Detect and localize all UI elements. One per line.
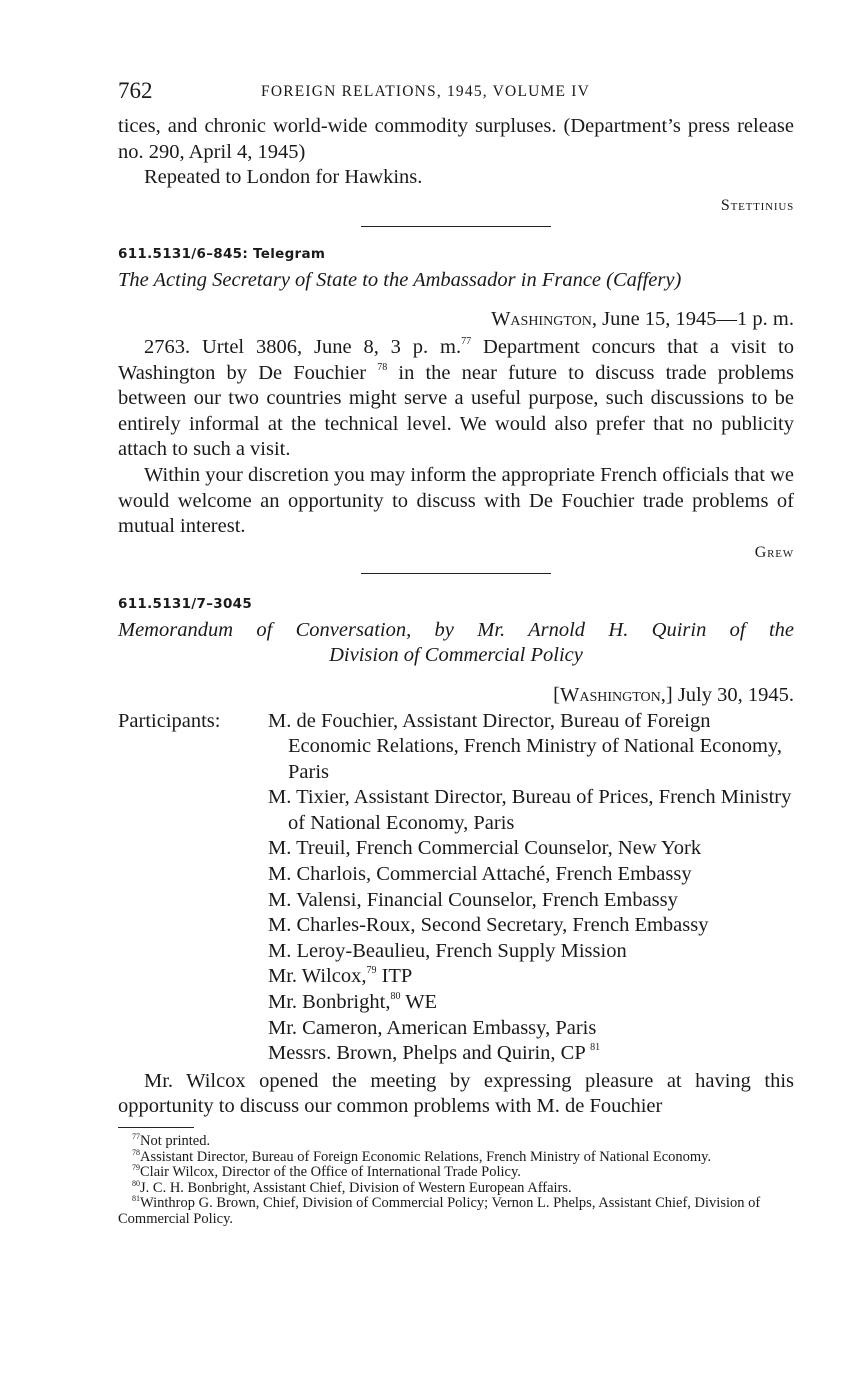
prev-doc-text: tices, and chronic world-wide commodity surpluses. (Department’s press release no. 290, April 4, 1945) bbox=[118, 115, 794, 163]
participants-list bbox=[268, 709, 794, 1067]
footnote-ref-80: 80 bbox=[390, 991, 401, 1003]
participant-entry: Mr. Wilcox,$^{79}$ ITP bbox=[268, 965, 413, 988]
footnote-77: $^{77}$Not printed. bbox=[132, 1132, 211, 1149]
memo-opening-paragraph: Mr. Wilcox opened the meeting by expressing pleasure at having this opportunity to discuss our common problems with M. de Fouchier bbox=[118, 1069, 794, 1118]
footnote-78: $^{78}$Assistant Director, Bureau of Foreign Economic Relations, French Ministry of National Economy. bbox=[132, 1147, 712, 1165]
prev-doc-repeat-note: Repeated to London for Hawkins. bbox=[144, 166, 423, 189]
signature-grew: Grew bbox=[754, 543, 794, 561]
participant-entry: Mr. Bonbright,$^{80}$ WE bbox=[268, 991, 438, 1014]
participant-entry: M. Leroy-Beaulieu, French Supply Mission bbox=[268, 939, 627, 962]
document-page bbox=[118, 78, 794, 1228]
participant-entry: Messrs. Brown, Phelps and Quirin, CP $^{81}$ bbox=[268, 1042, 601, 1065]
footnote-80: $^{80}$J. C. H. Bonbright, Assistant Chief, Division of Western European Affairs. bbox=[132, 1178, 572, 1196]
footnote-ref-79: 79 bbox=[366, 965, 377, 977]
participant-entry: M. Tixier, Assistant Director, Bureau of Prices, French Ministry of National Economy, Paris bbox=[268, 786, 792, 834]
memo-title-line-1: Memorandum of Conversation, by Mr. Arnold H. Quirin of the bbox=[118, 618, 794, 641]
footnote-ref-78: 78 bbox=[377, 361, 388, 373]
participant-entry: M. Treuil, French Commercial Counselor, New York bbox=[268, 837, 702, 860]
running-header bbox=[118, 78, 794, 114]
participant-entry: M. de Fouchier, Assistant Director, Bureau of Foreign Economic Relations, French Ministry of National Economy, Paris bbox=[268, 709, 782, 783]
participant-entry: M. Valensi, Financial Counselor, French Embassy bbox=[268, 888, 678, 911]
footnote-ref-81: 81 bbox=[590, 1042, 601, 1054]
telegram-dateline: Washington, June 15, 1945—1 p. m. bbox=[491, 308, 794, 331]
footnote-81: $^{81}$Winthrop G. Brown, Chief, Division of Commercial Policy; Vernon L. Phelps, Assistant Chief, Division of Commercial Policy. bbox=[118, 1194, 761, 1227]
participants-label: Participants: bbox=[118, 709, 221, 732]
footnote-ref-77: 77 bbox=[461, 335, 472, 347]
page-number: 762 bbox=[118, 78, 153, 103]
section-divider bbox=[361, 226, 551, 227]
participants-block bbox=[118, 709, 794, 1067]
memo-file-number: 611.5131/7–3045 bbox=[118, 595, 253, 612]
participant-entry: M. Charlois, Commercial Attaché, French Embassy bbox=[268, 863, 692, 886]
signature-stettinius: Stettinius bbox=[720, 196, 794, 214]
footnote-divider bbox=[118, 1127, 194, 1128]
telegram-title: The Acting Secretary of State to the Ambassador in France (Caffery) bbox=[118, 268, 682, 291]
participant-entry: M. Charles-Roux, Second Secretary, French Embassy bbox=[268, 914, 709, 937]
memo-title-line-2: Division of Commercial Policy bbox=[329, 644, 583, 667]
memo-dateline: [Washington,] July 30, 1945. bbox=[553, 683, 794, 706]
running-title: FOREIGN RELATIONS, 1945, VOLUME IV bbox=[261, 83, 590, 100]
telegram-file-number: 611.5131/6–845: Telegram bbox=[118, 245, 326, 262]
telegram-paragraph-1: 2763. Urtel 3806, June 8, 3 p. m.$^{77}$ Department concurs that a visit to Washington by De Fouchier $^{78}$ in the near future to discuss trade problems between our two countries might serve a useful purpose, such discussions to be entirely informal at the technical level. We would also prefer that no publicity attach to such a visit. bbox=[118, 335, 794, 461]
participant-entry: Mr. Cameron, American Embassy, Paris bbox=[268, 1016, 597, 1039]
footnotes bbox=[118, 1134, 794, 1228]
section-divider bbox=[361, 573, 551, 574]
footnote-79: $^{79}$Clair Wilcox, Director of the Office of International Trade Policy. bbox=[132, 1163, 521, 1181]
telegram-paragraph-2: Within your discretion you may inform the appropriate French officials that we would welcome an opportunity to discuss with De Fouchier trade problems of mutual interest. bbox=[118, 463, 794, 538]
